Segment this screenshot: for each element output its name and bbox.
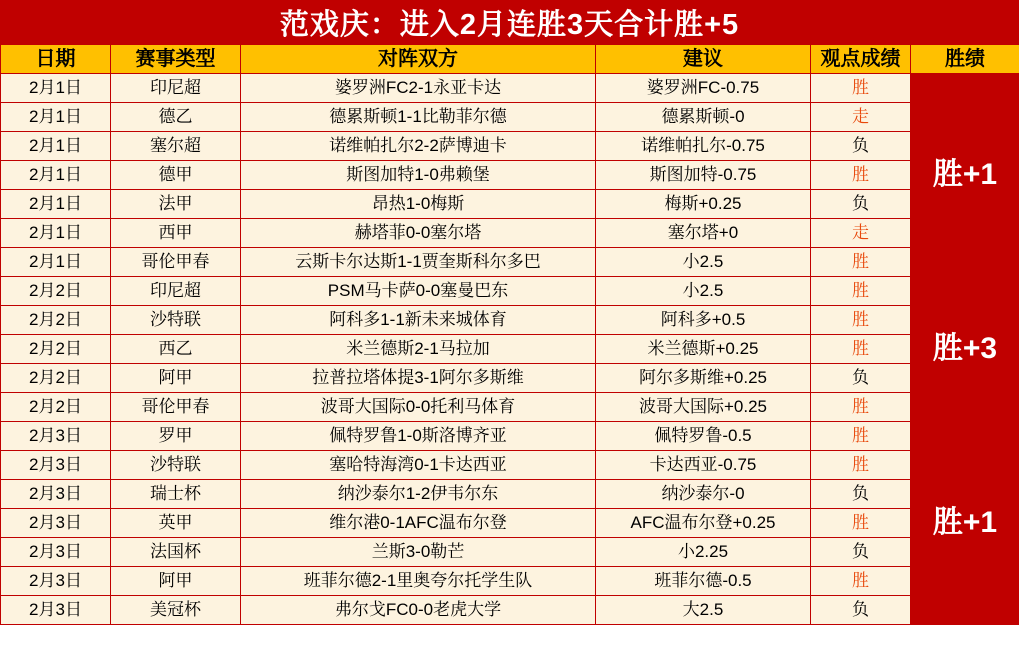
cell-result: 胜 xyxy=(811,567,911,596)
table-row xyxy=(1,335,1019,364)
cell-date: 2月3日 xyxy=(1,509,111,538)
cell-advice: 阿尔多斯维+0.25 xyxy=(596,364,811,393)
cell-advice: 斯图加特-0.75 xyxy=(596,161,811,190)
table-row xyxy=(1,219,1019,248)
cell-advice: 佩特罗鲁-0.5 xyxy=(596,422,811,451)
cell-match: 德累斯顿1-1比勒菲尔德 xyxy=(241,103,596,132)
page-title: 范戏庆：进入2月连胜3天合计胜+5 xyxy=(0,0,1019,44)
cell-date: 2月2日 xyxy=(1,335,111,364)
cell-result: 走 xyxy=(811,103,911,132)
table-row xyxy=(1,509,1019,538)
cell-match: 兰斯3-0勒芒 xyxy=(241,538,596,567)
cell-match: 班菲尔德2-1里奥夸尔托学生队 xyxy=(241,567,596,596)
column-header-result: 观点成绩 xyxy=(811,45,911,74)
cell-result: 胜 xyxy=(811,74,911,103)
cell-league: 德乙 xyxy=(111,103,241,132)
cell-date: 2月1日 xyxy=(1,103,111,132)
cell-result: 胜 xyxy=(811,306,911,335)
cell-result: 负 xyxy=(811,596,911,625)
table-header xyxy=(1,45,1019,74)
cell-league: 德甲 xyxy=(111,161,241,190)
cell-result: 负 xyxy=(811,132,911,161)
cell-league: 哥伦甲春 xyxy=(111,393,241,422)
cell-league: 沙特联 xyxy=(111,451,241,480)
cell-match: 婆罗洲FC2-1永亚卡达 xyxy=(241,74,596,103)
cell-match: 米兰德斯2-1马拉加 xyxy=(241,335,596,364)
column-header-match: 对阵双方 xyxy=(241,45,596,74)
table-row xyxy=(1,480,1019,509)
cell-result: 负 xyxy=(811,538,911,567)
cell-result: 负 xyxy=(811,480,911,509)
cell-league: 西甲 xyxy=(111,219,241,248)
cell-league: 阿甲 xyxy=(111,567,241,596)
cell-league: 美冠杯 xyxy=(111,596,241,625)
cell-date: 2月2日 xyxy=(1,277,111,306)
cell-date: 2月2日 xyxy=(1,306,111,335)
cell-date: 2月3日 xyxy=(1,451,111,480)
cell-advice: 班菲尔德-0.5 xyxy=(596,567,811,596)
cell-league: 塞尔超 xyxy=(111,132,241,161)
cell-match: 云斯卡尔达斯1-1贾奎斯科尔多巴 xyxy=(241,248,596,277)
cell-result: 胜 xyxy=(811,509,911,538)
cell-date: 2月3日 xyxy=(1,567,111,596)
table-body xyxy=(1,74,1019,625)
table-row xyxy=(1,422,1019,451)
cell-result: 胜 xyxy=(811,277,911,306)
cell-match: 佩特罗鲁1-0斯洛博齐亚 xyxy=(241,422,596,451)
cell-match: 拉普拉塔体提3-1阿尔多斯维 xyxy=(241,364,596,393)
cell-advice: 小2.5 xyxy=(596,248,811,277)
cell-date: 2月1日 xyxy=(1,132,111,161)
cell-date: 2月1日 xyxy=(1,190,111,219)
cell-match: 斯图加特1-0弗赖堡 xyxy=(241,161,596,190)
table-row xyxy=(1,364,1019,393)
cell-league: 法国杯 xyxy=(111,538,241,567)
cell-match: 纳沙泰尔1-2伊韦尔东 xyxy=(241,480,596,509)
cell-league: 西乙 xyxy=(111,335,241,364)
table-row xyxy=(1,306,1019,335)
column-header-total: 胜绩 xyxy=(911,45,1019,74)
cell-match: 阿科多1-1新未来城体育 xyxy=(241,306,596,335)
cell-match: 塞哈特海湾0-1卡达西亚 xyxy=(241,451,596,480)
cell-match: 弗尔戈FC0-0老虎大学 xyxy=(241,596,596,625)
cell-advice: 诺维帕扎尔-0.75 xyxy=(596,132,811,161)
cell-league: 阿甲 xyxy=(111,364,241,393)
cell-league: 哥伦甲春 xyxy=(111,248,241,277)
table-row xyxy=(1,103,1019,132)
cell-date: 2月1日 xyxy=(1,248,111,277)
cell-advice: 塞尔塔+0 xyxy=(596,219,811,248)
cell-total-streak: 胜+1 xyxy=(911,422,1019,625)
cell-league: 英甲 xyxy=(111,509,241,538)
cell-result: 胜 xyxy=(811,335,911,364)
cell-result: 胜 xyxy=(811,393,911,422)
cell-date: 2月2日 xyxy=(1,393,111,422)
column-header-date: 日期 xyxy=(1,45,111,74)
cell-result: 胜 xyxy=(811,161,911,190)
results-table xyxy=(0,44,1019,625)
table-row xyxy=(1,161,1019,190)
column-header-advice: 建议 xyxy=(596,45,811,74)
cell-result: 负 xyxy=(811,364,911,393)
table-row xyxy=(1,567,1019,596)
table-row xyxy=(1,277,1019,306)
cell-result: 胜 xyxy=(811,248,911,277)
cell-advice: 小2.5 xyxy=(596,277,811,306)
table-row xyxy=(1,538,1019,567)
cell-match: 昂热1-0梅斯 xyxy=(241,190,596,219)
cell-league: 瑞士杯 xyxy=(111,480,241,509)
table-row xyxy=(1,248,1019,277)
cell-result: 胜 xyxy=(811,451,911,480)
cell-league: 印尼超 xyxy=(111,277,241,306)
cell-advice: 小2.25 xyxy=(596,538,811,567)
cell-total-streak: 胜+1 xyxy=(911,74,1019,277)
cell-advice: 梅斯+0.25 xyxy=(596,190,811,219)
cell-advice: AFC温布尔登+0.25 xyxy=(596,509,811,538)
cell-match: 波哥大国际0-0托利马体育 xyxy=(241,393,596,422)
cell-date: 2月3日 xyxy=(1,422,111,451)
cell-result: 胜 xyxy=(811,422,911,451)
table-row xyxy=(1,132,1019,161)
cell-advice: 德累斯顿-0 xyxy=(596,103,811,132)
cell-result: 负 xyxy=(811,190,911,219)
table-row xyxy=(1,74,1019,103)
cell-league: 罗甲 xyxy=(111,422,241,451)
cell-league: 印尼超 xyxy=(111,74,241,103)
cell-total-streak: 胜+3 xyxy=(911,277,1019,422)
table-row xyxy=(1,451,1019,480)
cell-date: 2月3日 xyxy=(1,480,111,509)
cell-advice: 波哥大国际+0.25 xyxy=(596,393,811,422)
header-row xyxy=(1,45,1019,74)
cell-date: 2月3日 xyxy=(1,538,111,567)
cell-advice: 阿科多+0.5 xyxy=(596,306,811,335)
cell-advice: 纳沙泰尔-0 xyxy=(596,480,811,509)
column-header-league: 赛事类型 xyxy=(111,45,241,74)
cell-advice: 卡达西亚-0.75 xyxy=(596,451,811,480)
table-row xyxy=(1,596,1019,625)
cell-advice: 婆罗洲FC-0.75 xyxy=(596,74,811,103)
cell-league: 法甲 xyxy=(111,190,241,219)
cell-date: 2月2日 xyxy=(1,364,111,393)
cell-match: PSM马卡萨0-0塞曼巴东 xyxy=(241,277,596,306)
cell-match: 维尔港0-1AFC温布尔登 xyxy=(241,509,596,538)
cell-date: 2月1日 xyxy=(1,161,111,190)
cell-league: 沙特联 xyxy=(111,306,241,335)
cell-advice: 米兰德斯+0.25 xyxy=(596,335,811,364)
cell-date: 2月1日 xyxy=(1,219,111,248)
table-row xyxy=(1,190,1019,219)
cell-date: 2月3日 xyxy=(1,596,111,625)
cell-result: 走 xyxy=(811,219,911,248)
cell-advice: 大2.5 xyxy=(596,596,811,625)
cell-date: 2月1日 xyxy=(1,74,111,103)
cell-match: 赫塔菲0-0塞尔塔 xyxy=(241,219,596,248)
table-row xyxy=(1,393,1019,422)
cell-match: 诺维帕扎尔2-2萨博迪卡 xyxy=(241,132,596,161)
